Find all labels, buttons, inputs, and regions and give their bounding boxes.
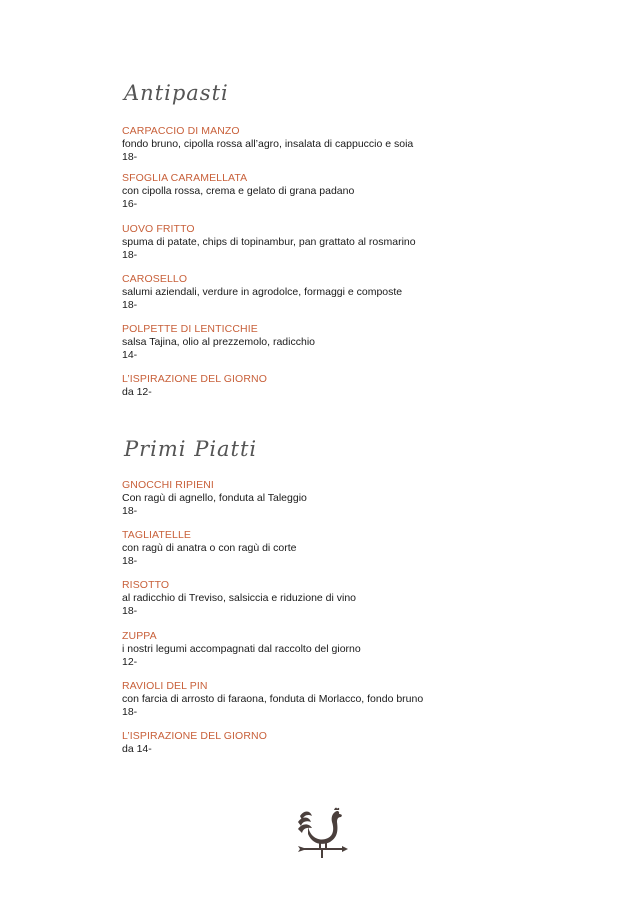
item-description: salsa Tajina, olio al prezzemolo, radicchio <box>122 336 315 348</box>
menu-item <box>122 373 522 399</box>
item-name: TAGLIATELLE <box>122 529 191 541</box>
item-price: 18- <box>122 151 138 163</box>
item-name: SFOGLIA CARAMELLATA <box>122 172 248 184</box>
menu-item <box>122 323 522 362</box>
item-description: spuma di patate, chips di topinambur, pan grattato al rosmarino <box>122 236 416 248</box>
item-description: con cipolla rossa, crema e gelato di grana padano <box>122 185 355 197</box>
item-name: CARPACCIO DI MANZO <box>122 125 240 137</box>
item-price: 18- <box>122 249 138 261</box>
section-primi-piatti <box>122 432 424 755</box>
menu-item <box>122 125 522 164</box>
item-name: L’ISPIRAZIONE DEL GIORNO <box>122 373 267 385</box>
item-name: UOVO FRITTO <box>122 223 195 235</box>
menu-item <box>122 273 522 312</box>
menu-item <box>122 172 522 211</box>
item-name: POLPETTE DI LENTICCHIE <box>122 323 258 335</box>
item-price: 18- <box>122 706 138 718</box>
menu-item <box>122 579 522 618</box>
item-price: 18- <box>122 605 138 617</box>
item-name: ZUPPA <box>122 630 157 642</box>
menu-item <box>122 479 522 518</box>
item-name: RISOTTO <box>122 579 170 591</box>
item-name: GNOCCHI RIPIENI <box>122 479 214 491</box>
menu-item <box>122 730 522 756</box>
rooster-weathervane-icon <box>294 804 350 860</box>
item-price: 14- <box>122 349 138 361</box>
item-price: 12- <box>122 656 138 668</box>
item-price: 16- <box>122 198 138 210</box>
item-price: 18- <box>122 299 138 311</box>
item-name: L’ISPIRAZIONE DEL GIORNO <box>122 730 267 742</box>
svg-text:Antipasti: Antipasti <box>124 81 229 105</box>
menu-item <box>122 680 522 719</box>
heading-primi-piatti <box>122 432 282 468</box>
item-description: con ragù di anatra o con ragù di corte <box>122 542 297 554</box>
item-price: 18- <box>122 505 138 517</box>
section-antipasti <box>122 76 416 398</box>
menu-item <box>122 529 522 568</box>
item-price: da 14- <box>122 743 152 755</box>
item-name: RAVIOLI DEL PIN <box>122 680 208 692</box>
item-description: fondo bruno, cipolla rossa all’agro, insalata di cappuccio e soia <box>122 138 414 150</box>
item-price: 18- <box>122 555 138 567</box>
svg-text:Primi Piatti: Primi Piatti <box>124 437 258 461</box>
item-description: salumi aziendali, verdure in agrodolce, formaggi e composte <box>122 286 403 298</box>
item-name: CAROSELLO <box>122 273 188 285</box>
menu-item <box>122 630 522 669</box>
item-price: da 12- <box>122 386 152 398</box>
item-description: i nostri legumi accompagnati dal raccolto del giorno <box>122 643 361 655</box>
item-description: con farcia di arrosto di faraona, fonduta di Morlacco, fondo bruno <box>122 693 424 705</box>
item-description: al radicchio di Treviso, salsiccia e riduzione di vino <box>122 592 357 604</box>
heading-antipasti <box>122 76 232 112</box>
item-description: Con ragù di agnello, fonduta al Taleggio <box>122 492 307 504</box>
menu-item <box>122 223 522 262</box>
